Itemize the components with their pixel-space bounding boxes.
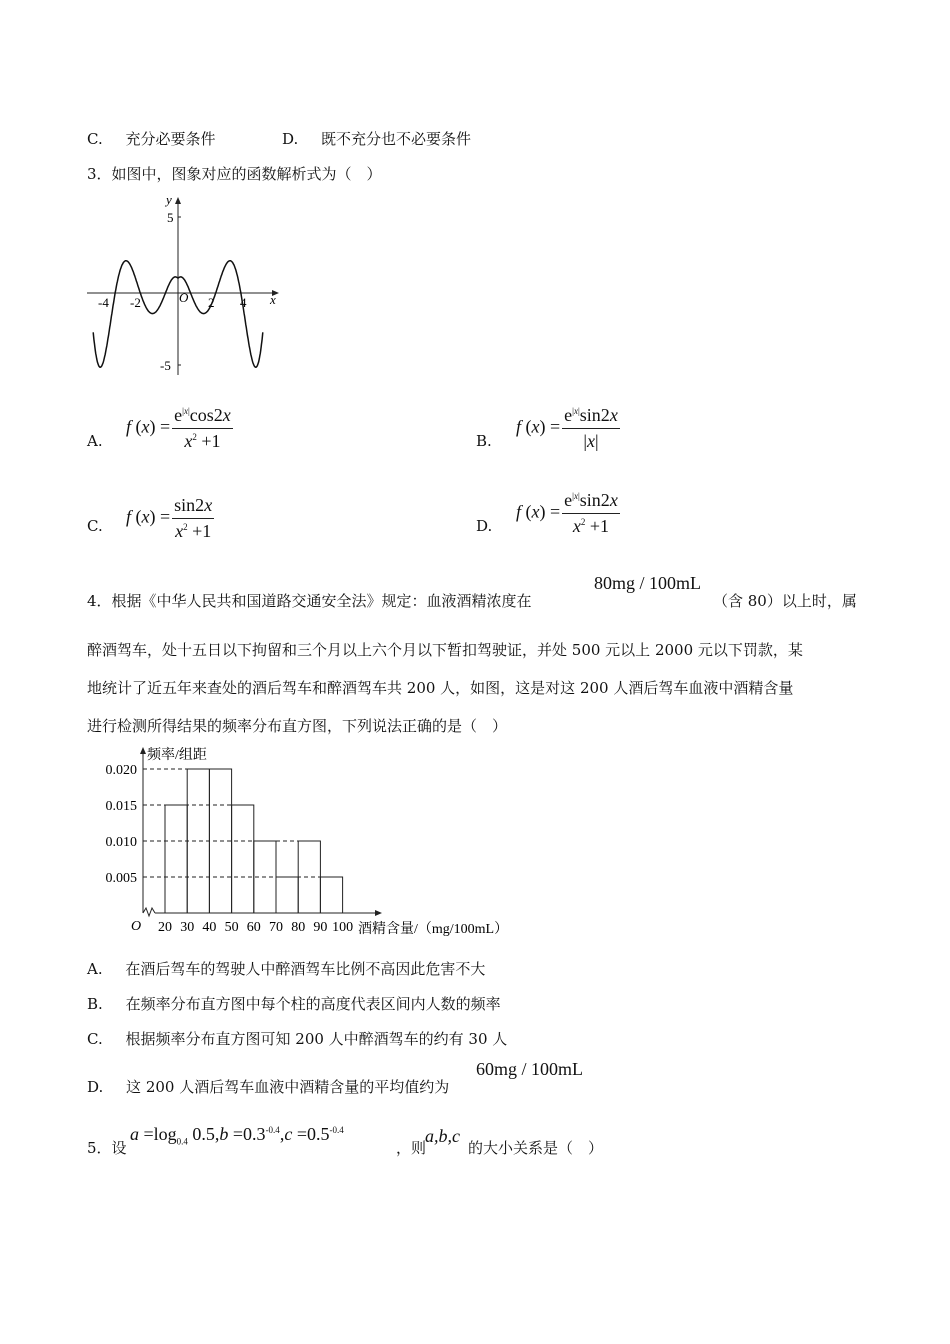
q5-suffix: 的大小关系是（ ）	[468, 1139, 604, 1157]
q4-option-d	[87, 1076, 449, 1097]
q4-option-c	[87, 1028, 507, 1049]
y-tick-label: 0.005	[105, 871, 137, 886]
q4-line3: 地统计了近五年来查处的酒后驾车和醉酒驾车共 200 人，如图，这是对这 200 人酒后驾车血液中酒精含量	[87, 679, 794, 697]
q4-line1-start: 4．根据《中华人民共和国道路交通安全法》规定：血液酒精浓度在	[87, 592, 532, 610]
option-label: B.	[87, 995, 103, 1013]
histogram-bar	[165, 805, 187, 913]
option-label: C.	[87, 1030, 103, 1048]
x-tick-label: 20	[158, 920, 172, 935]
x-tick-label: 90	[313, 920, 328, 935]
q5-prefix: 5．设	[87, 1139, 127, 1157]
q4-line4: 进行检测所得结果的频率分布直方图，下列说法正确的是（ ）	[87, 717, 508, 735]
q3-stem: 3．如图中，图象对应的函数解析式为（ ）	[87, 165, 382, 183]
tick-label-4: 4	[240, 295, 247, 310]
q4-histogram	[95, 740, 525, 940]
q4-option-b	[87, 993, 501, 1014]
option-text: 在酒后驾车的驾驶人中醉酒驾车比例不高因此危害不大	[125, 960, 486, 978]
origin-label: O	[131, 919, 142, 934]
q4-line1-end: （含 80）以上时，属	[713, 592, 857, 610]
option-label: A.	[87, 960, 103, 978]
tick-label-neg4: -4	[98, 295, 109, 310]
q3-option-c-formula: f (x) = $\frac{\sin 2x}{x^2 +1}$	[126, 495, 213, 541]
y-axis-label: y	[166, 192, 172, 207]
x-axis-label: x	[270, 292, 276, 307]
histogram-dashed-lines	[143, 769, 343, 877]
x-tick-label: 70	[269, 920, 283, 935]
q5-vars: a,b,c	[425, 1126, 460, 1146]
y-tick-label: 0.020	[105, 763, 137, 778]
q4-line2: 醉酒驾车，处十五日以下拘留和三个月以上六个月以下暂扣驾驶证，并处 500 元以上 2000 元以下罚款，某	[87, 641, 803, 659]
y-tick-label: 0.015	[105, 799, 137, 814]
y-tick-label: 0.010	[105, 835, 137, 850]
y-tick-labels	[106, 763, 138, 886]
option-label: D.	[282, 130, 299, 148]
histogram-bar	[320, 877, 342, 913]
x-tick-label: 30	[180, 920, 195, 935]
option-text: 根据频率分布直方图可知 200 人中醉酒驾车的约有 30 人	[125, 1030, 508, 1048]
q3-option-a-label: A.	[87, 432, 103, 450]
q3-option-a-formula: f (x) = $\frac{e^{|x|}\cos 2x}{x^2 +1}$	[126, 405, 231, 451]
option-label: C.	[87, 130, 103, 148]
q2-option-d	[282, 128, 471, 149]
histogram-bars	[165, 769, 343, 913]
tick-label-neg5: -5	[160, 358, 171, 373]
q5-mid: ，则	[396, 1139, 427, 1157]
option-text: 这 200 人酒后驾车血液中酒精含量的平均值约为	[126, 1078, 450, 1096]
q3-function-graph	[82, 190, 287, 380]
x-tick-labels	[158, 920, 353, 935]
option-text: 在频率分布直方图中每个柱的高度代表区间内人数的频率	[125, 995, 501, 1013]
origin-label: O	[179, 290, 189, 305]
x-tick-label: 60	[246, 920, 261, 935]
y-axis-label: 频率/组距	[147, 748, 207, 763]
q4-option-d-unit: 60mg / 100mL	[476, 1059, 583, 1079]
option-text: 既不充分也不必要条件	[321, 130, 472, 148]
q3-option-b-formula: f (x) = $\frac{e^{|x|}\sin 2x}{|x|}$	[516, 405, 618, 451]
axis-break	[143, 908, 155, 916]
q4-option-a	[87, 958, 485, 979]
histogram-bar	[298, 841, 320, 913]
x-tick-label: 80	[291, 920, 306, 935]
q4-unit-80: 80mg / 100mL	[594, 573, 701, 593]
x-tick-label: 50	[224, 920, 239, 935]
histogram-bar	[232, 805, 254, 913]
tick-label-5: 5	[167, 210, 174, 225]
option-text: 充分必要条件	[125, 130, 216, 148]
q3-option-b-label: B.	[476, 432, 492, 450]
q5-expression: $a =\log_{0.4}$ $0.5,b =0.3^{-0.4},c =0.5^{-0.4}$	[130, 1124, 344, 1147]
q2-option-c	[87, 128, 216, 149]
q3-option-d-label: D.	[476, 517, 493, 535]
histogram-bar	[276, 877, 298, 913]
q3-option-d-formula: f (x) = $\frac{e^{|x|}\sin 2x}{x^2 +1}$	[516, 490, 618, 536]
tick-label-neg2: -2	[130, 295, 141, 310]
tick-label-2: 2	[208, 295, 215, 310]
x-tick-label: 40	[202, 920, 217, 935]
x-axis-label: 酒精含量/（mg/100mL）	[358, 922, 509, 937]
option-label: D.	[87, 1078, 104, 1096]
x-tick-label: 100	[332, 920, 354, 935]
q3-option-c-label: C.	[87, 517, 103, 535]
